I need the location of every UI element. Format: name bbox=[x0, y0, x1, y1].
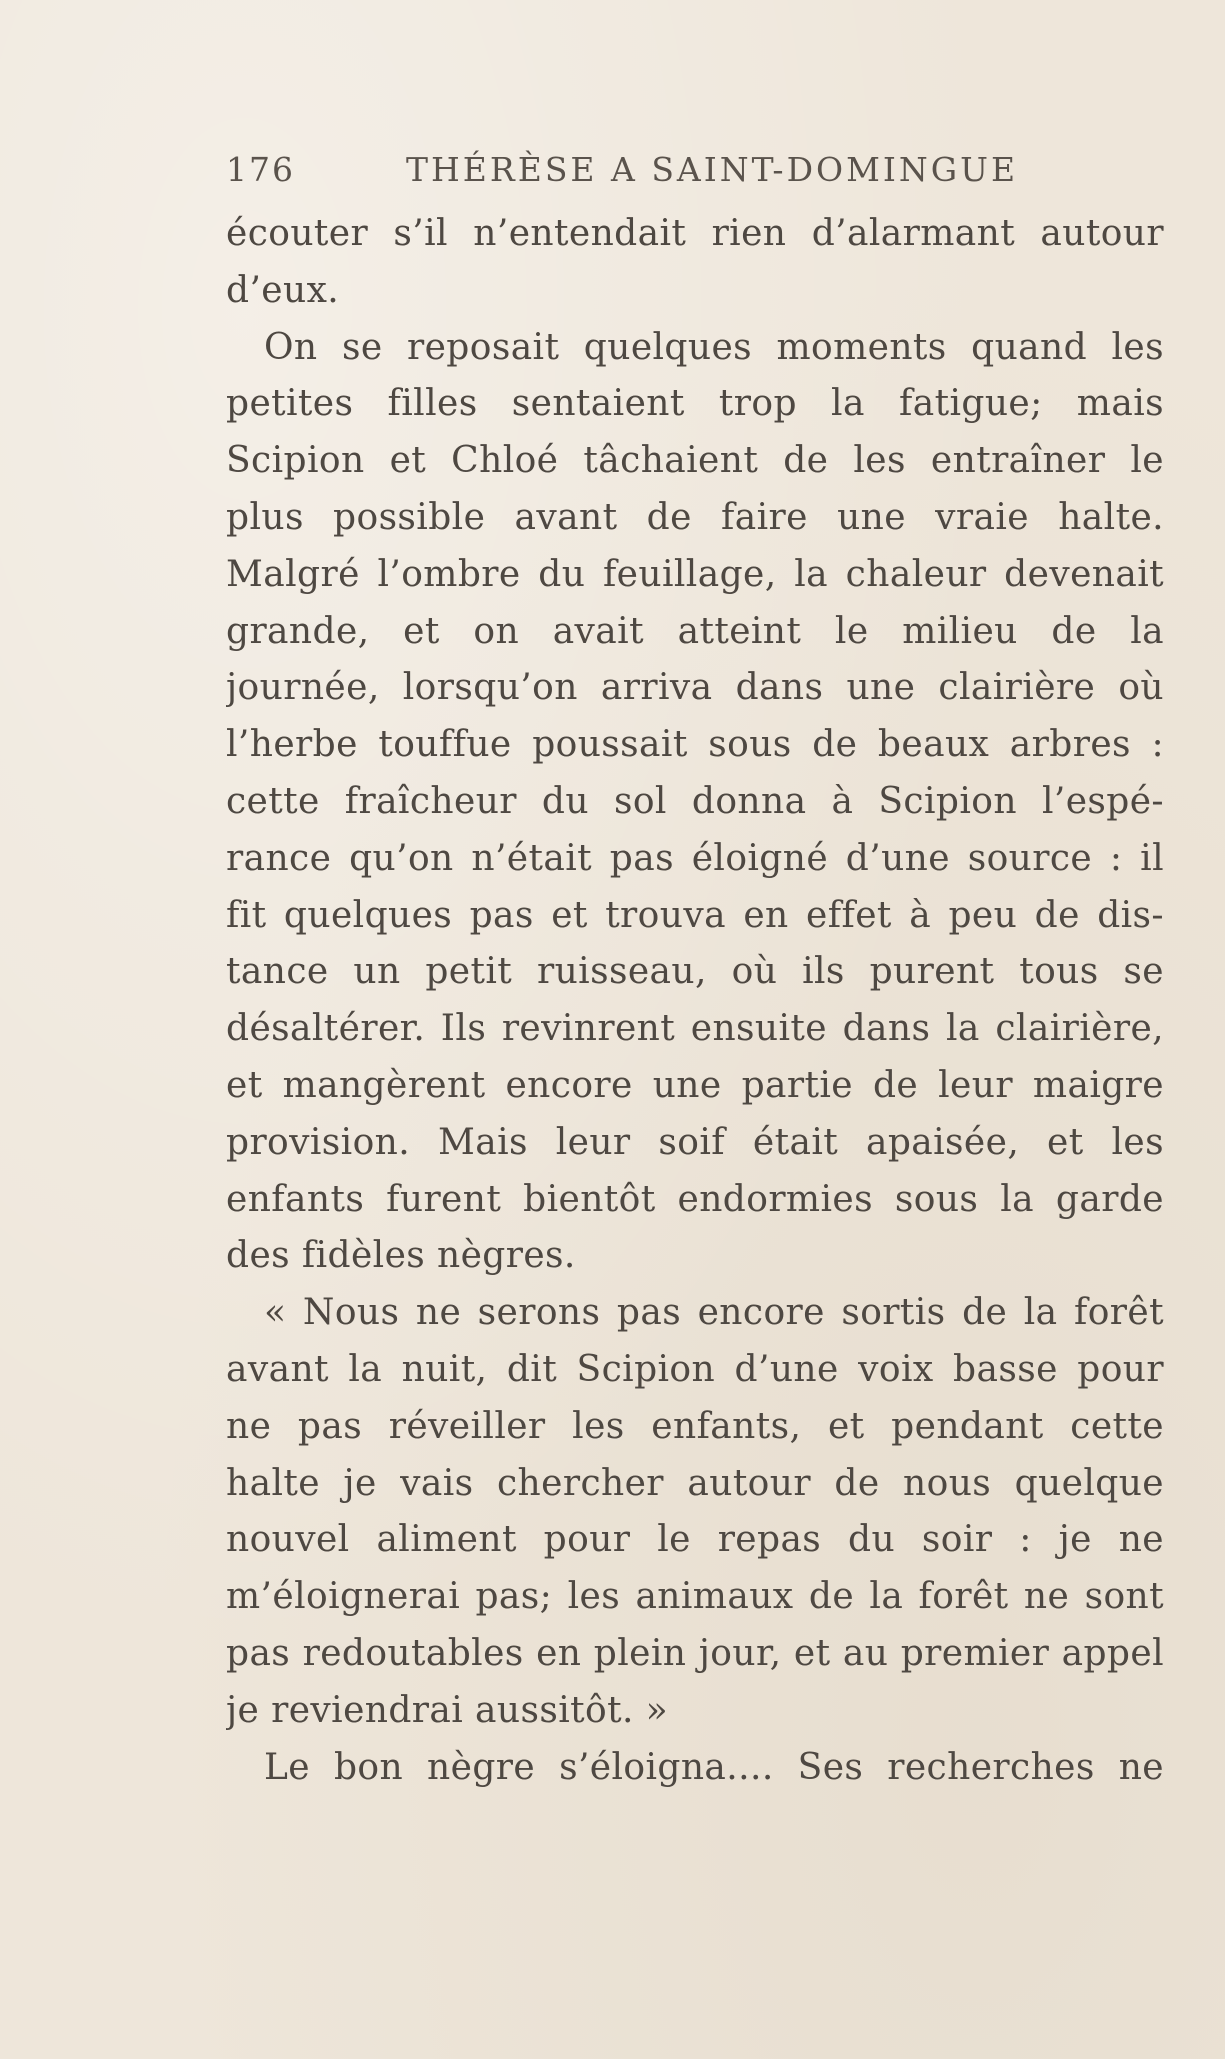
book-page bbox=[226, 150, 1164, 1796]
text-line: provision. Mais leur soif était apaisée, et les bbox=[226, 1121, 1164, 1163]
text-line: grande, et on avait atteint le milieu de la bbox=[226, 610, 1164, 652]
text-line: Scipion et Chloé tâchaient de les entraîner le bbox=[226, 440, 1164, 482]
text-line: Le bon nègre s’éloigna.... Ses recherches ne bbox=[264, 1746, 1164, 1788]
text-line: d’eux. bbox=[226, 269, 340, 311]
text-line: désaltérer. Ils revinrent ensuite dans la clairière, bbox=[226, 1008, 1164, 1050]
text-line: « Nous ne serons pas encore sortis de la forêt bbox=[264, 1292, 1164, 1334]
body-text bbox=[226, 206, 1164, 1796]
text-line: On se reposait quelques moments quand les bbox=[264, 326, 1164, 368]
text-line: plus possible avant de faire une vraie halte. bbox=[226, 496, 1164, 538]
text-line: pas redoutables en plein jour, et au premier appel bbox=[226, 1632, 1164, 1674]
text-line: je reviendrai aussitôt. » bbox=[226, 1689, 669, 1731]
running-title: THÉRÈSE A SAINT-DOMINGUE bbox=[406, 150, 1019, 189]
text-line: petites filles sentaient trop la fatigue; mais bbox=[226, 383, 1164, 425]
text-line: ne pas réveiller les enfants, et pendant cette bbox=[226, 1405, 1164, 1447]
text-line: cette fraîcheur du sol donna à Scipion l’espé- bbox=[226, 780, 1164, 822]
text-line: avant la nuit, dit Scipion d’une voix basse pour bbox=[226, 1348, 1164, 1390]
text-line: halte je vais chercher autour de nous quelque bbox=[226, 1462, 1164, 1504]
text-line: m’éloignerai pas; les animaux de la forêt ne sont bbox=[226, 1576, 1164, 1618]
text-line: enfants furent bientôt endormies sous la garde bbox=[226, 1178, 1164, 1220]
text-line: nouvel aliment pour le repas du soir : je ne bbox=[226, 1519, 1164, 1561]
text-line: Malgré l’ombre du feuillage, la chaleur devenait bbox=[226, 553, 1164, 595]
text-line: l’herbe touffue poussait sous de beaux arbres : bbox=[226, 724, 1164, 766]
page-number: 176 bbox=[226, 150, 295, 189]
text-line: journée, lorsqu’on arriva dans une clairière où bbox=[226, 667, 1164, 709]
text-line: tance un petit ruisseau, où ils purent tous se bbox=[226, 951, 1164, 993]
page-header bbox=[226, 150, 1164, 206]
text-line: et mangèrent encore une partie de leur maigre bbox=[226, 1064, 1164, 1106]
text-line: fit quelques pas et trouva en effet à peu de dis- bbox=[226, 894, 1164, 936]
text-line: des fidèles nègres. bbox=[226, 1235, 576, 1277]
text-line: écouter s’il n’entendait rien d’alarmant autour bbox=[226, 213, 1164, 254]
text-line: rance qu’on n’était pas éloigné d’une source : il bbox=[226, 837, 1164, 879]
